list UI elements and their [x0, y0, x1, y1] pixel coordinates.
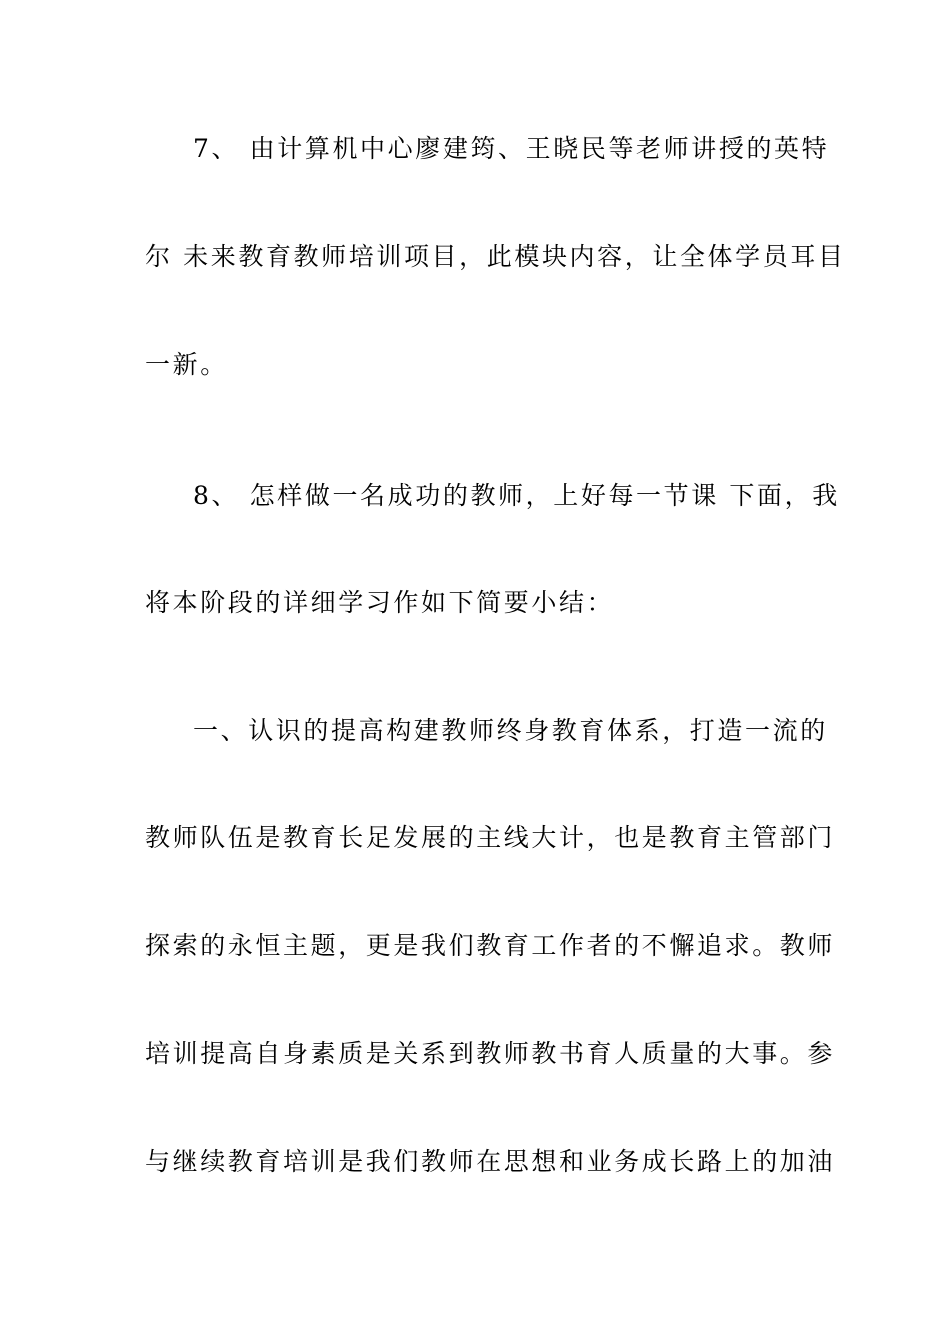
- text-line: 将本阶段的详细学习作如下简要小结：: [145, 588, 615, 617]
- text-line: 一、认识的提高构建教师终身教育体系，打造一流的: [193, 716, 828, 745]
- text-line: 教师队伍是教育长足发展的主线大计，也是教育主管部门: [145, 823, 836, 852]
- text-line: 一新。: [145, 350, 228, 379]
- text-line: 培训提高自身素质是关系到教师教书育人质量的大事。参: [145, 1039, 836, 1068]
- text-line: 尔 未来教育教师培训项目，此模块内容，让全体学员耳目: [145, 242, 846, 271]
- text-line: 8、 怎样做一名成功的教师，上好每一节课 下面，我: [193, 481, 840, 510]
- text-line: 7、 由计算机中心廖建筠、王晓民等老师讲授的英特: [193, 134, 830, 163]
- text-line: 与继续教育培训是我们教师在思想和业务成长路上的加油: [145, 1147, 836, 1176]
- text-line: 探索的永恒主题，更是我们教育工作者的不懈追求。教师: [145, 931, 836, 960]
